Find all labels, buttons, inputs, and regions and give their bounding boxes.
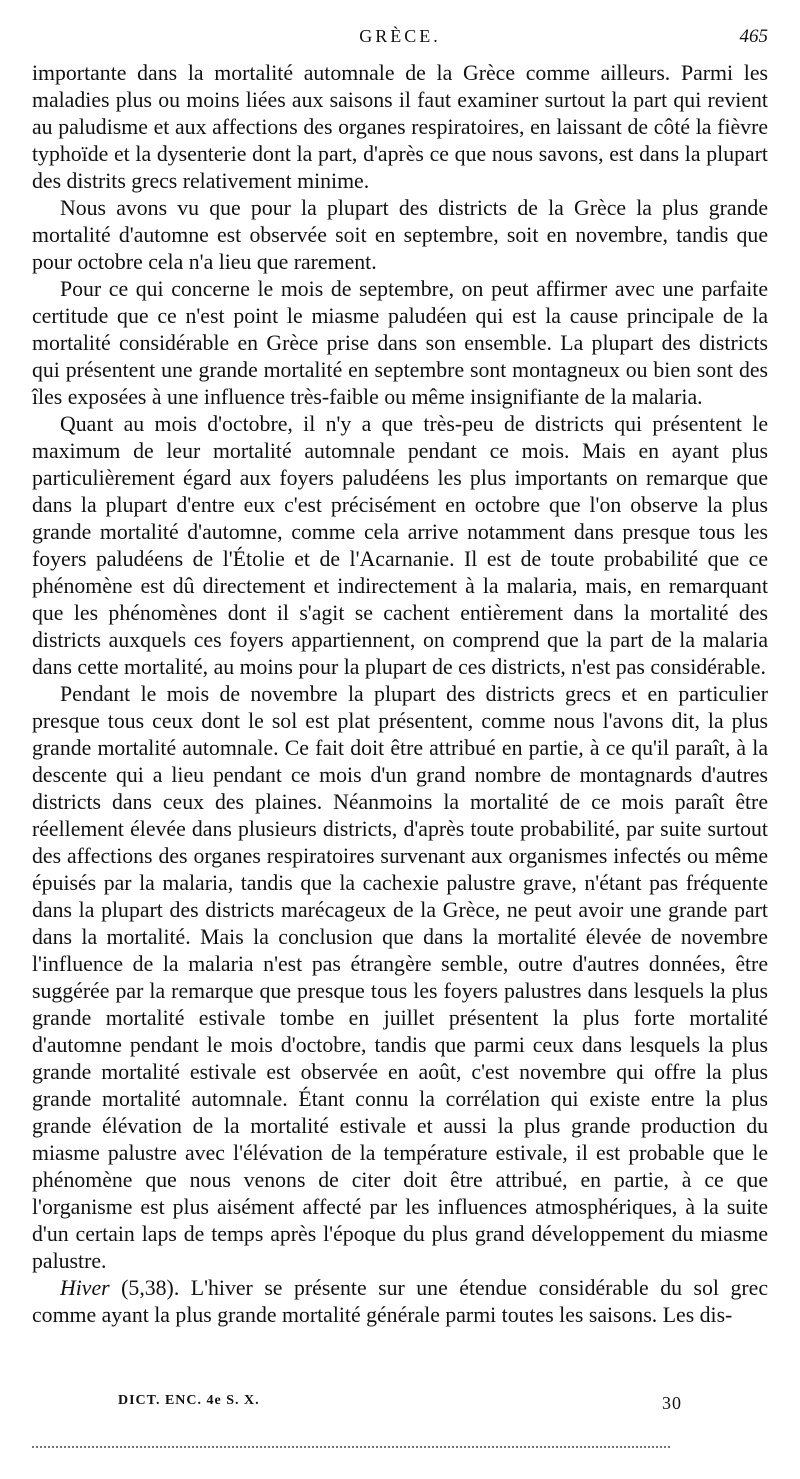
sheet-number: 30 [662,1393,682,1413]
page-number: 465 [739,26,768,47]
body-text [32,60,768,1329]
paragraph-november: Pendant le mois de novembre la plupart des districts grecs et en particulier presque tous ceux dont le sol est plat présentent, comme nous l'avons dit, la plus grande mortalité automnale. Ce fait doit être attribué en partie, à ce qu'il paraît, à la descente qui a lieu pendant ce mois d'un grand nombre de montagnards d'autres districts dans ceux des plaines. Néanmoins la mortalité de ce mois paraît être réellement élevée dans plusieurs districts, d'après toute probabilité, par suite surtout des affections des organes respiratoires survenant aux organismes infectés ou même épuisés par la malaria, tandis que la cachexie palustre grave, n'étant pas fréquente dans la plupart des districts marécageux de la Grèce, ne peut avoir une grande part dans la mortalité. Mais la conclusion que dans la mortalité élevée de novembre l'influence de la malaria n'est pas étrangère semble, outre d'autres données, être suggérée par la remarque que presque tous les foyers palustres dans lesquels la plus grande mortalité estivale tombe en juillet présentent la plus forte mortalité d'automne pendant le mois d'octobre, tandis que parmi ceux dans lesquels la plus grande mortalité estivale est observée en août, c'est novembre qui offre la plus grande mortalité automnale. Étant connu la corrélation qui existe entre la plus grande élévation de la mortalité estivale et aussi la plus grande production du miasme palustre avec l'élévation de la température estivale, il est probable que le phénomène que nous venons de citer doit être attribué, en partie, à ce que l'organisme est plus aisément affecté par les influences atmosphériques, à la suite d'un certain laps de temps après l'époque du plus grand développement du miasme palustre. [32,682,768,1273]
bottom-dotted-line [32,1446,670,1448]
paragraph-october: Quant au mois d'octobre, il n'y a que très-peu de districts qui présentent le maximum de leur mortalité automnale pendant ce mois. Mais en ayant plus particulièrement égard aux foyers paludéens les plus importants on remarque que dans la plupart d'entre eux c'est précisément en octobre que l'on observe la plus grande mortalité d'automne, comme cela arrive notamment dans presque tous les foyers paludéens de l'Étolie et de l'Acarnanie. Il est de toute probabilité que ce phénomène est dû directement et indirectement à la malaria, mais, en remarquant que les phénomènes dont il s'agit se cachent entièrement dans la mortalité des districts auxquels ces foyers appartiennent, on comprend que la part de la malaria dans cette mortalité, au moins pour la plupart de ces districts, n'est pas considérable. [32,412,768,679]
page-footer [118,1393,682,1419]
paragraph-september: Pour ce qui concerne le mois de septembre, on peut affirmer avec une parfaite certitude que ce n'est point le miasme paludéen qui est la cause principale de la mortalité considérable en Grèce prise dans son ensemble. La plupart des districts qui présentent une grande mortalité en septembre sont montagneux ou bien sont des îles exposées à une influence très-faible ou même insignifiante de la malaria. [32,277,768,409]
page-header [32,26,768,56]
section-lead-winter: Hiver [60,1276,110,1300]
running-title: GRÈCE. [359,26,441,46]
winter-text: (5,38). L'hiver se présente sur une étendue considérable du sol grec comme ayant la plus grande mortalité générale parmi toutes les saisons. Les dis- [32,1276,768,1327]
paragraph-winter [32,1275,768,1329]
signature-mark: DICT. ENC. 4e S. X. [118,1393,260,1408]
paragraph-continuation: importante dans la mortalité automnale de la Grèce comme ailleurs. Parmi les maladies plus ou moins liées aux saisons il faut examiner surtout la part qui revient au paludisme et aux affections des organes respiratoires, en laissant de côté la fièvre typhoïde et la dysenterie dont la part, d'après ce que nous savons, est dans la plupart des distrits grecs relativement minime. [32,61,768,193]
paragraph-autumn-months: Nous avons vu que pour la plupart des districts de la Grèce la plus grande mortalité d'automne est observée soit en septembre, soit en novembre, tandis que pour octobre cela n'a lieu que rarement. [32,196,768,274]
